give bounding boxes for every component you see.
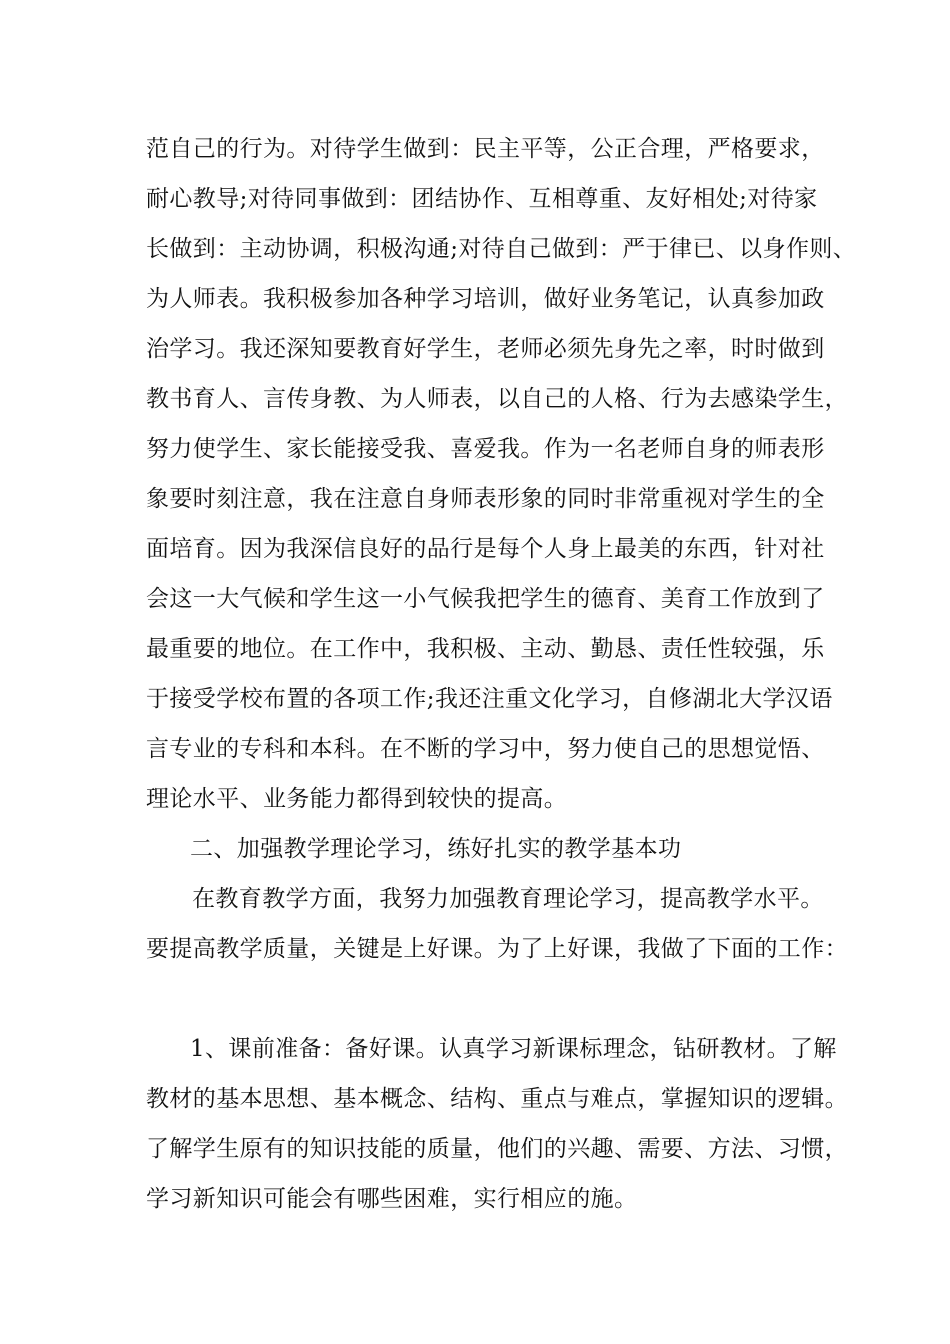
text-line: 教材的基本思想、基本概念、结构、重点与难点，掌握知识的逻辑。: [146, 1086, 848, 1112]
text-line: 为人师表。我积极参加各种学习培训，做好业务笔记，认真参加政: [146, 286, 825, 312]
text-line: 要提高教学质量，关键是上好课。为了上好课，我做了下面的工作：: [146, 936, 848, 962]
text-line: 教书育人、言传身教、为人师表，以自己的人格、行为去感染学生，: [146, 386, 848, 412]
text-line: 学习新知识可能会有哪些困难，实行相应的施。: [146, 1186, 638, 1212]
text-line: 在教育教学方面，我努力加强教育理论学习，提高教学水平。: [192, 886, 824, 912]
text-line: 言专业的专科和本科。在不断的学习中，努力使自己的思想觉悟、: [146, 736, 825, 762]
text-line: 最重要的地位。在工作中，我积极、主动、勤恳、责任性较强，乐: [146, 636, 825, 662]
text-line: 象要时刻注意，我在注意自身师表形象的同时非常重视对学生的全: [146, 486, 825, 512]
text-line: 范自己的行为。对待学生做到：民主平等，公正合理，严格要求，: [146, 136, 825, 162]
text-line: 努力使学生、家长能接受我、喜爱我。作为一名老师自身的师表形: [146, 436, 825, 462]
text-line: 了解学生原有的知识技能的质量，他们的兴趣、需要、方法、习惯，: [146, 1136, 848, 1162]
section-heading-2: 二、加强教学理论学习，练好扎实的教学基本功: [190, 836, 682, 862]
text-line: 理论水平、业务能力都得到较快的提高。: [146, 786, 568, 812]
text-line: 1、课前准备：备好课。认真学习新课标理念，钻研教材。了解: [190, 1036, 837, 1062]
text-line: 治学习。我还深知要教育好学生，老师必须先身先之率，时时做到: [146, 336, 825, 362]
text-line: 面培育。因为我深信良好的品行是每个人身上最美的东西，针对社: [146, 536, 825, 562]
text-line: 于接受学校布置的各项工作;我还注重文化学习，自修湖北大学汉语: [146, 686, 833, 712]
text-line: 耐心教导;对待同事做到：团结协作、互相尊重、友好相处;对待家: [146, 186, 818, 212]
text-line: 长做到：主动协调，积极沟通;对待自己做到：严于律已、以身作则、: [146, 236, 857, 262]
text-line: 会这一大气候和学生这一小气候我把学生的德育、美育工作放到了: [146, 586, 825, 612]
